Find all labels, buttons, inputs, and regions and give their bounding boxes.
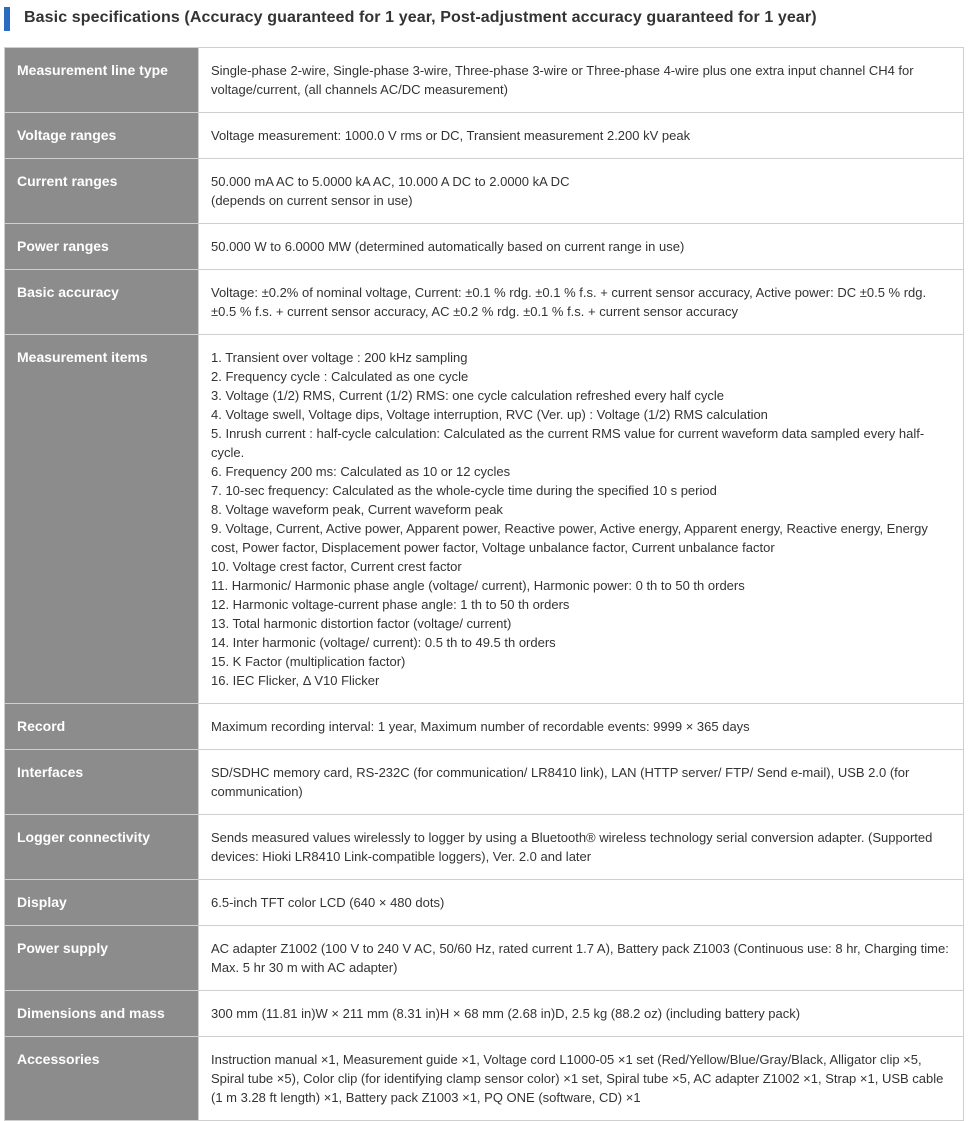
spec-value: 300 mm (11.81 in)W × 211 mm (8.31 in)H × 68 mm (2.68 in)D, 2.5 kg (88.2 oz) (including battery pack) (199, 991, 964, 1037)
spec-value-line: 6. Frequency 200 ms: Calculated as 10 or 12 cycles (211, 464, 511, 479)
spec-table (4, 47, 964, 1121)
spec-value: Instruction manual ×1, Measurement guide ×1, Voltage cord L1000-05 ×1 set (Red/Yellow/Blue/Gray/Black, Alligator clip ×5, Spiral tube ×5), Color clip (for identifying clamp sensor color) ×1 set, Spiral tube ×5, AC adapter Z1002 ×1, Strap ×1, USB cable (1 m 3.28 ft length) ×1, Battery pack Z1003 ×1, PQ ONE (software, CD) ×1 (199, 1037, 964, 1121)
spec-row (5, 704, 964, 750)
spec-row (5, 815, 964, 880)
spec-row (5, 1037, 964, 1121)
spec-value: Sends measured values wirelessly to logger by using a Bluetooth® wireless technology serial conversion adapter. (Supported devices: Hioki LR8410 Link-compatible loggers), Ver. 2.0 and later (199, 815, 964, 880)
spec-row (5, 270, 964, 335)
spec-row (5, 991, 964, 1037)
spec-value-line: 5. Inrush current : half-cycle calculation: Calculated as the current RMS value for current waveform data sampled every half-cycle. (211, 426, 925, 460)
spec-row (5, 159, 964, 224)
spec-row (5, 48, 964, 113)
spec-label: Power supply (5, 926, 199, 991)
spec-value: 50.000 W to 6.0000 MW (determined automatically based on current range in use) (199, 224, 964, 270)
spec-label: Interfaces (5, 750, 199, 815)
spec-row (5, 880, 964, 926)
spec-row (5, 224, 964, 270)
spec-label: Current ranges (5, 159, 199, 224)
spec-value-line: 12. Harmonic voltage-current phase angle: 1 th to 50 th orders (211, 597, 570, 612)
spec-value-line: 10. Voltage crest factor, Current crest factor (211, 559, 462, 574)
spec-label: Voltage ranges (5, 113, 199, 159)
spec-value (199, 159, 964, 224)
spec-value-line: 14. Inter harmonic (voltage/ current): 0.5 th to 49.5 th orders (211, 635, 556, 650)
spec-value-line: 16. IEC Flicker, Δ V10 Flicker (211, 673, 380, 688)
heading-accent-bar (4, 7, 10, 31)
spec-value-line: 4. Voltage swell, Voltage dips, Voltage interruption, RVC (Ver. up) : Voltage (1/2) RMS calculation (211, 407, 768, 422)
spec-label: Accessories (5, 1037, 199, 1121)
spec-value: Voltage measurement: 1000.0 V rms or DC, Transient measurement 2.200 kV peak (199, 113, 964, 159)
spec-row (5, 113, 964, 159)
spec-value: AC adapter Z1002 (100 V to 240 V AC, 50/60 Hz, rated current 1.7 A), Battery pack Z1003 (Continuous use: 8 hr, Charging time: Max. 5 hr 30 m with AC adapter) (199, 926, 964, 991)
spec-value-line: 2. Frequency cycle : Calculated as one cycle (211, 369, 469, 384)
spec-value: SD/SDHC memory card, RS-232C (for communication/ LR8410 link), LAN (HTTP server/ FTP/ Send e-mail), USB 2.0 (for communication) (199, 750, 964, 815)
spec-value-line: 15. K Factor (multiplication factor) (211, 654, 406, 669)
spec-label: Measurement items (5, 335, 199, 704)
section-heading (4, 0, 969, 46)
spec-label: Dimensions and mass (5, 991, 199, 1037)
spec-label: Power ranges (5, 224, 199, 270)
spec-label: Record (5, 704, 199, 750)
spec-value: 6.5-inch TFT color LCD (640 × 480 dots) (199, 880, 964, 926)
spec-value-line: 1. Transient over voltage : 200 kHz sampling (211, 350, 468, 365)
spec-row (5, 926, 964, 991)
spec-label: Display (5, 880, 199, 926)
spec-label: Measurement line type (5, 48, 199, 113)
spec-value-line: 7. 10-sec frequency: Calculated as the whole-cycle time during the specified 10 s period (211, 483, 717, 498)
spec-value-line: 13. Total harmonic distortion factor (voltage/ current) (211, 616, 512, 631)
spec-value-line: 50.000 mA AC to 5.0000 kA AC, 10.000 A DC to 2.0000 kA DC (211, 174, 570, 189)
section-title: Basic specifications (Accuracy guaranteed for 1 year, Post-adjustment accuracy guaranteed for 1 year) (24, 9, 817, 26)
spec-value-line: 9. Voltage, Current, Active power, Apparent power, Reactive power, Active energy, Apparent energy, Reactive energy, Energy cost, Power factor, Displacement power factor, Voltage unbalance factor, Current unbalance factor (211, 521, 928, 555)
spec-value-line: 11. Harmonic/ Harmonic phase angle (voltage/ current), Harmonic power: 0 th to 50 th orders (211, 578, 745, 593)
spec-value: Maximum recording interval: 1 year, Maximum number of recordable events: 9999 × 365 days (199, 704, 964, 750)
spec-label: Logger connectivity (5, 815, 199, 880)
spec-label: Basic accuracy (5, 270, 199, 335)
spec-value-line: 3. Voltage (1/2) RMS, Current (1/2) RMS: one cycle calculation refreshed every half cycle (211, 388, 724, 403)
spec-value: Voltage: ±0.2% of nominal voltage, Current: ±0.1 % rdg. ±0.1 % f.s. + current sensor accuracy, Active power: DC ±0.5 % rdg. ±0.5 % f.s. + current sensor accuracy, AC ±0.2 % rdg. ±0.1 % f.s. + current sensor accuracy (199, 270, 964, 335)
spec-value-line: (depends on current sensor in use) (211, 193, 413, 208)
spec-row (5, 750, 964, 815)
spec-row (5, 335, 964, 704)
spec-value (199, 335, 964, 704)
spec-value-line: 8. Voltage waveform peak, Current waveform peak (211, 502, 503, 517)
spec-value: Single-phase 2-wire, Single-phase 3-wire, Three-phase 3-wire or Three-phase 4-wire plus one extra input channel CH4 for voltage/current, (all channels AC/DC measurement) (199, 48, 964, 113)
